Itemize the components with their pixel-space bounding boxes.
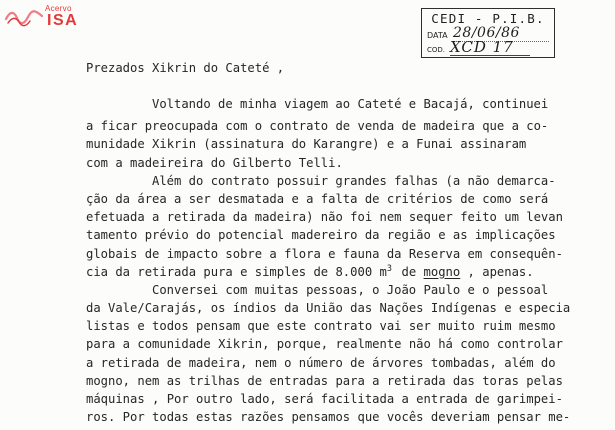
- paragraph-2-line: Além do contrato possuir grandes falhas (a não demarca-: [152, 173, 556, 188]
- stamp-date-label: DATA: [427, 31, 448, 40]
- paragraph-2-line: globais de impacto sobre a flora e fauna da Reserva em consequên-: [86, 246, 563, 261]
- letter-body: [86, 95, 606, 426]
- acervo-isa-logo: [4, 4, 88, 32]
- stamp-date-value: 28/06/86: [453, 25, 549, 42]
- paragraph-2-closing-line: [86, 263, 606, 281]
- paragraph-3-line: ros. Por todas estas razões pensamos que vocês deveriam pensar me-: [86, 410, 571, 425]
- paragraph-3-line: a retirada de madeira, nem o número de árvores tombadas, além do: [86, 355, 556, 370]
- stamp-organization: CEDI - P.I.B.: [431, 11, 545, 26]
- isa-logo-mark: [4, 7, 44, 27]
- paragraph-1-line: Voltando de minha viagem ao Cateté e Bacajá, continuei: [152, 97, 549, 111]
- cubic-superscript: 3: [386, 263, 392, 274]
- paragraph-3-line: listas e todos pensam que este contrato vai ser muito ruim mesmo: [86, 319, 556, 334]
- stamp-code-label: COD.: [427, 46, 446, 54]
- paragraph-3-line: para a comunidade Xikrin, porque, realmente não há como controlar: [86, 337, 563, 352]
- paragraph-1-line: munidade Xikrin (assinatura do Karangre) e a Funai assinaram: [86, 137, 527, 152]
- logo-acervo-text: Acervo: [45, 4, 72, 13]
- paragraph-3-line: mogno, nem as trilhas de entradas para a retirada das toras pelas: [86, 373, 563, 388]
- closing-line-text: , apenas.: [460, 264, 534, 279]
- paragraph-3-line: Conversei com muitas pessoas, o João Paulo e o pessoal: [152, 282, 549, 297]
- paragraph-2-line: tamento prévio do potencial madereiro da região e as implicações: [86, 228, 556, 243]
- underlined-word: mogno: [423, 264, 461, 279]
- paragraph-2-line: ção da área a ser desmatada e a falta de critérios de como será: [86, 191, 549, 206]
- stamp-code-value: XCD 17: [450, 39, 530, 56]
- logo-isa-text: ISA: [47, 12, 79, 29]
- letter-salutation: Prezados Xikrin do Cateté ,: [86, 61, 285, 75]
- closing-line-text: de: [394, 264, 424, 279]
- closing-line-text: cia da retirada pura e simples de 8.000 m: [86, 264, 387, 279]
- archive-stamp: [421, 8, 555, 58]
- paragraph-3-line: da Vale/Carajás, os índios da União das Nações Indígenas e especia: [86, 301, 571, 316]
- paragraph-1-line: a ficar preocupada com o contrato de venda de madeira que a co-: [86, 119, 549, 134]
- paragraph-2-line: efetuada a retirada da madeira) não foi nem sequer feito um levan: [86, 210, 563, 225]
- paragraph-1-line: com a madeireira do Gilberto Telli.: [86, 155, 343, 170]
- paragraph-3-line: máquinas , Por outro lado, será facilitada a entrada de garimpei-: [86, 392, 563, 406]
